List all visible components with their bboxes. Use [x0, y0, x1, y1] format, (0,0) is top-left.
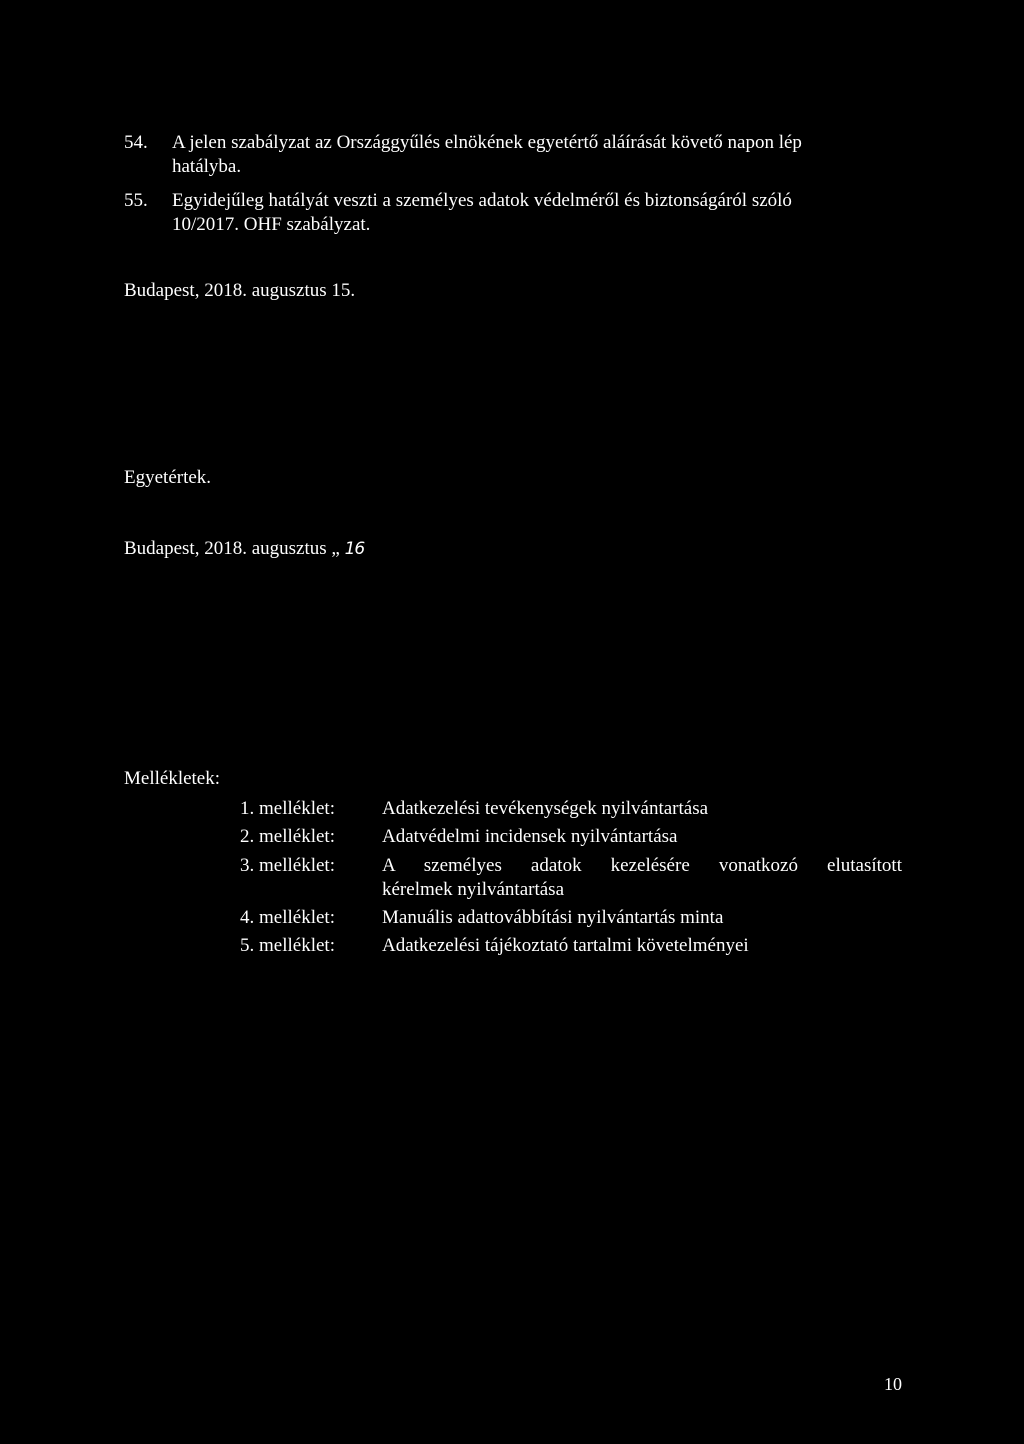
clause-text-line: A jelen szabályzat az Országgyűlés elnökének egyetértő aláírását követő napon lép [172, 132, 802, 153]
annex-description: Manuális adattovábbítási nyilvántartás minta [382, 907, 724, 928]
annex-description: Adatkezelési tevékenységek nyilvántartása [382, 798, 709, 819]
clause-text-line: Egyidejűleg hatályát veszti a személyes adatok védelméről és biztonságáról szóló [172, 190, 792, 211]
place-date: Budapest, 2018. augusztus 15. [124, 280, 356, 301]
handwritten-day: 16 [344, 539, 365, 559]
annex-description-continued: kérelmek nyilvántartása [382, 879, 565, 900]
annex-description: Adatkezelési tájékoztató tartalmi követelményei [382, 935, 749, 956]
approval-date-prefix: Budapest, 2018. augusztus „ [124, 538, 340, 559]
clause-text-line: hatályba. [172, 156, 242, 177]
annex-description: Adatvédelmi incidensek nyilvántartása [382, 826, 678, 847]
annex-label: 2. melléklet: [240, 826, 335, 847]
approval-statement: Egyetértek. [124, 467, 212, 488]
annex-label: 5. melléklet: [240, 935, 335, 956]
annexes-title: Mellékletek: [124, 768, 221, 789]
annex-label: 3. melléklet: [240, 855, 335, 876]
clause-number: 55. [124, 190, 148, 211]
clause-text-line: 10/2017. OHF szabályzat. [172, 214, 371, 235]
clause-number: 54. [124, 132, 148, 153]
page-number: 10 [884, 1374, 902, 1394]
approval-date [124, 537, 364, 561]
annex-label: 1. melléklet: [240, 798, 335, 819]
annex-label: 4. melléklet: [240, 907, 335, 928]
annex-description: A személyes adatok kezelésére vonatkozó elutasított [382, 855, 902, 876]
